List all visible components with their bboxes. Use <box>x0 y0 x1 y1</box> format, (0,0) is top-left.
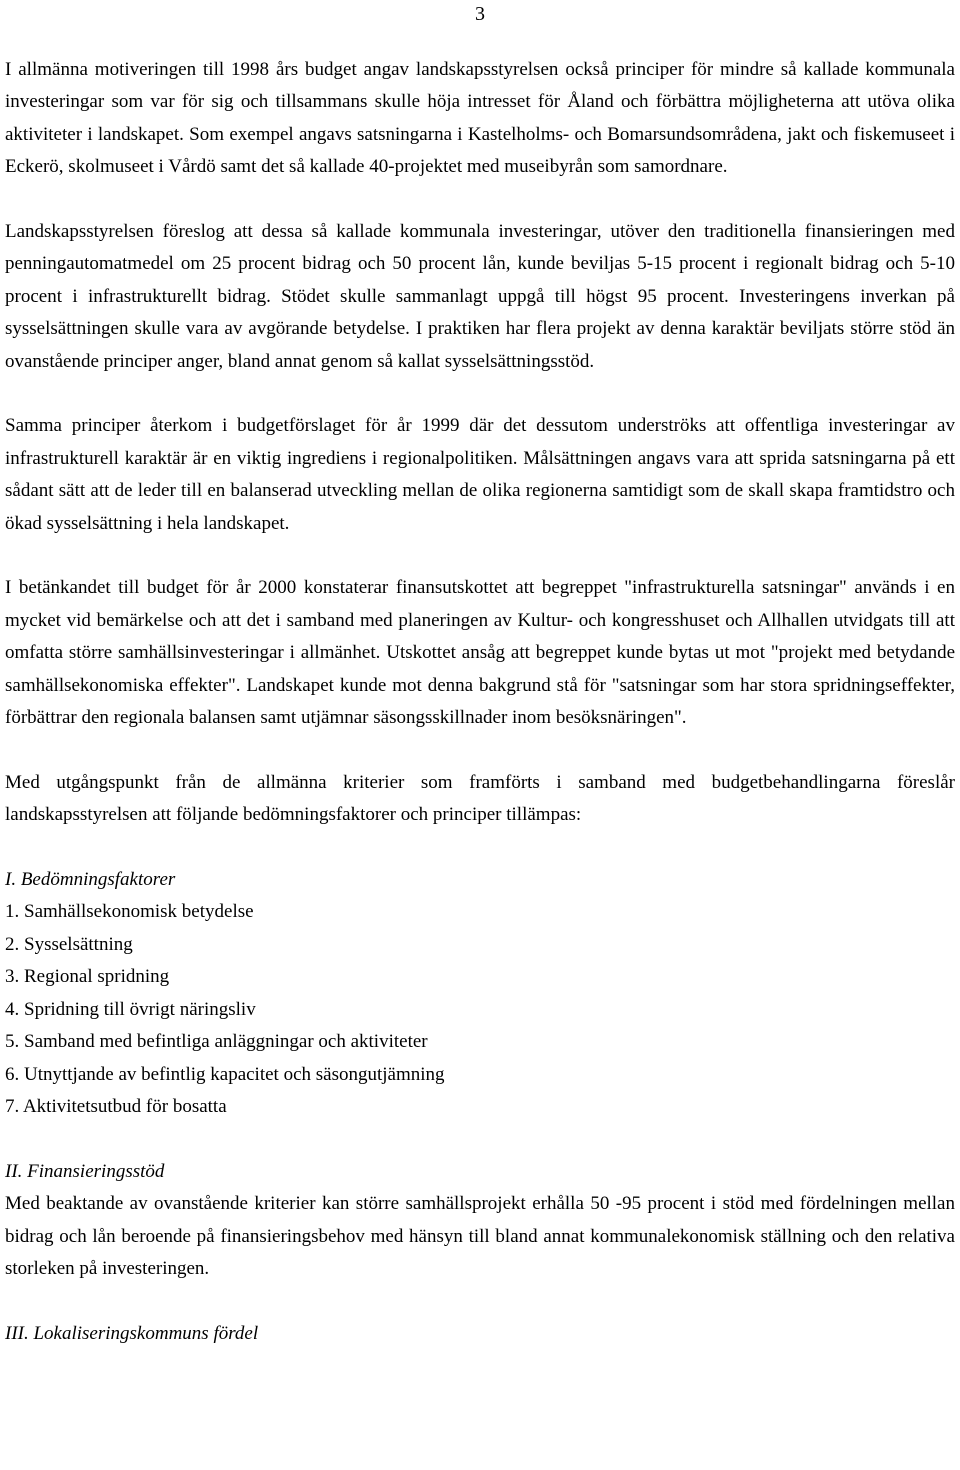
criteria-item: 4. Spridning till övrigt näringsliv <box>5 998 256 1020</box>
paragraph-5: Med utgångspunkt från de allmänna kriterier som framförts i samband med budgetbehandlingarna föreslår landskapsstyrelsen att följande bedömningsfaktorer och principer tillämpas: <box>5 771 955 826</box>
criteria-item: 7. Aktivitetsutbud för bosatta <box>5 1095 227 1117</box>
paragraph-2: Landskapsstyrelsen föreslog att dessa så kallade kommunala investeringar, utöver den traditionella finansieringen med penningautomatmedel om 25 procent bidrag och 50 procent lån, kunde beviljas 5-15 procent i regionalt bidrag och 5-10 procent i infrastrukturellt bidrag. Stödet skulle sammanlagt uppgå till högst 95 procent. Investeringens inverkan på sysselsättningen skulle vara av avgörande betydelse. I praktiken har flera projekt av denna karaktär beviljats större stöd än ovanstående principer anger, bland annat genom så kallat sysselsättningsstöd. <box>5 221 955 372</box>
criteria-list <box>5 896 955 1123</box>
section-heading-lokaliseringskommun: III. Lokaliseringskommuns fördel <box>5 1322 259 1344</box>
criteria-item: 2. Sysselsättning <box>5 933 133 955</box>
section-heading-bedomningsfaktorer: I. Bedömningsfaktorer <box>5 869 176 891</box>
criteria-item: 6. Utnyttjande av befintlig kapacitet och säsongutjämning <box>5 1063 445 1085</box>
criteria-item: 5. Samband med befintliga anläggningar och aktiviteter <box>5 1031 428 1053</box>
criteria-item: 3. Regional spridning <box>5 966 170 988</box>
criteria-item: 1. Samhällsekonomisk betydelse <box>5 901 254 923</box>
document-body <box>5 54 955 1350</box>
finansieringsstod-text: Med beaktande av ovanstående kriterier kan större samhällsprojekt erhålla 50 -95 procent i stöd med fördelningen mellan bidrag och lån beroende på finansieringsbehov med hänsyn till bland annat kommunalekonomisk ställning och den relativa storleken på investeringen. <box>5 1193 955 1279</box>
section-heading-finansieringsstod: II. Finansieringsstöd <box>5 1160 165 1182</box>
paragraph-1: I allmänna motiveringen till 1998 års budget angav landskapsstyrelsen också principer för mindre så kallade kommunala investeringar som var för sig och tillsammans skulle höja intresset för Åland och förbättra möjligheterna att utöva olika aktiviteter i landskapet. Som exempel angavs satsningarna i Kastelholms- och Bomarsundsområdena, jakt och fiskemuseet i Eckerö, skolmuseet i Vårdö samt det så kallade 40-projektet med museibyrån som samordnare. <box>5 59 955 178</box>
paragraph-3: Samma principer återkom i budgetförslaget för år 1999 där det dessutom underströks att offentliga investeringar av infrastrukturell karaktär är en viktig ingrediens i regionalpolitiken. Målsättningen angavs vara att sprida satsningarna på ett sådant sätt att de leder till en balanserad utveckling mellan de olika regionerna samtidigt som de skall skapa framtidstro och ökad sysselsättning i hela landskapet. <box>5 415 955 534</box>
page-number: 3 <box>475 3 485 25</box>
paragraph-4: I betänkandet till budget för år 2000 konstaterar finansutskottet att begreppet "infrastrukturella satsningar" används i en mycket vid bemärkelse och att det i samband med planeringen av Kultur- och kongresshuset och Allhallen utvidgats till att omfatta större samhällsinvesteringar i allmänhet. Utskottet ansåg att begreppet kunde bytas ut mot "projekt med betydande samhällsekonomiska effekter". Landskapet kunde mot denna bakgrund stå för "satsningar som har stora spridningseffekter, förbättrar den regionala balansen samt utjämnar säsongsskillnader inom besöksnäringen". <box>5 577 955 729</box>
